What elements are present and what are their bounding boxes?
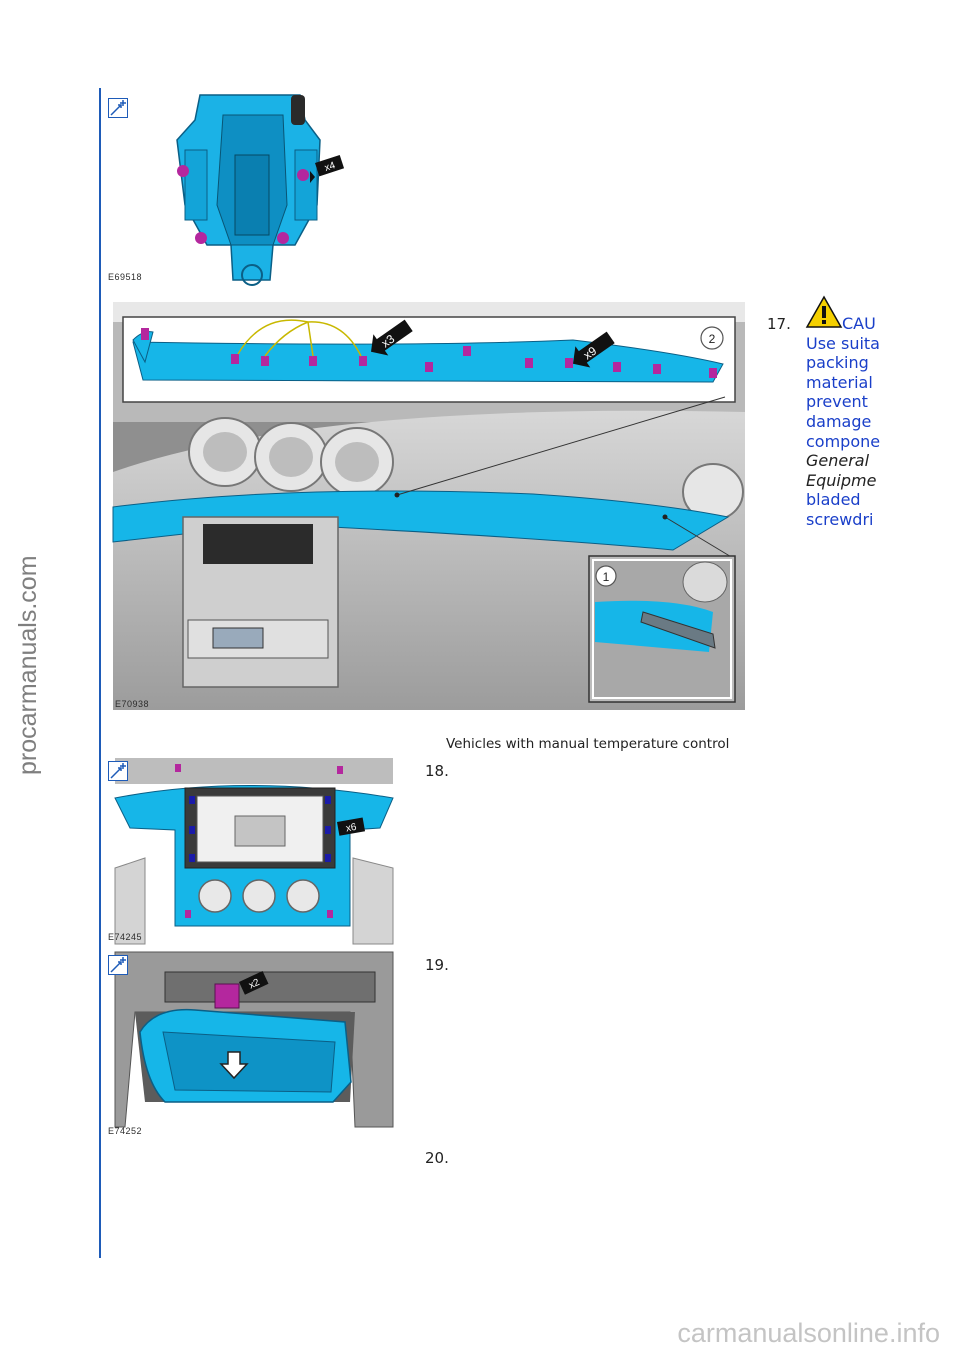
figure-storage-compartment	[105, 952, 393, 1138]
zoom-icon[interactable]	[108, 98, 128, 118]
figure-code: E70938	[115, 699, 150, 709]
figure-code: E74252	[108, 1126, 143, 1136]
caution-line[interactable]: prevent	[806, 392, 868, 412]
caution-heading: CAU	[842, 314, 876, 333]
steering-column-illustration	[105, 95, 405, 285]
callout-x3: x3	[378, 331, 398, 351]
zoom-icon[interactable]	[108, 955, 128, 975]
caution-line[interactable]: compone	[806, 431, 881, 451]
caution-line[interactable]: screwdri	[806, 509, 874, 529]
callout-x2: x2	[247, 976, 262, 992]
figure-code: E69518	[108, 272, 143, 282]
caution-line[interactable]: damage	[806, 411, 872, 431]
figure-steering-column	[105, 95, 405, 285]
bottom-watermark: carmanualsonline.info	[677, 1318, 940, 1348]
storage-compartment-illustration	[105, 952, 393, 1138]
side-watermark: procarmanuals.com	[14, 555, 42, 775]
caution-line: Equipme	[806, 470, 877, 490]
callout-x6: x6	[345, 821, 358, 835]
left-margin-rule	[99, 88, 101, 1258]
figure-instrument-panel-trim	[113, 302, 745, 710]
callout-x4: x4	[323, 160, 337, 174]
dashboard-illustration	[113, 302, 745, 710]
step-19-number: 19.	[425, 956, 449, 974]
step-18-number: 18.	[425, 762, 449, 780]
caution-line[interactable]: packing	[806, 353, 869, 373]
climate-bezel-illustration	[105, 758, 393, 944]
figure-climate-bezel	[105, 758, 393, 944]
step-17-number: 17.	[767, 315, 791, 333]
callout-2: 2	[708, 332, 716, 346]
caution-line: General	[806, 451, 870, 471]
callout-1: 1	[602, 570, 610, 584]
caution-line[interactable]: Use suita	[806, 333, 880, 353]
callout-x9: x9	[580, 343, 600, 363]
caution-line[interactable]: material	[806, 372, 873, 392]
caution-line[interactable]: bladed	[806, 490, 861, 510]
figure-code: E74245	[108, 932, 143, 942]
zoom-icon[interactable]	[108, 761, 128, 781]
variant-caption: Vehicles with manual temperature control	[446, 736, 730, 752]
step-20-number: 20.	[425, 1149, 449, 1167]
caution-text-block	[806, 314, 881, 530]
